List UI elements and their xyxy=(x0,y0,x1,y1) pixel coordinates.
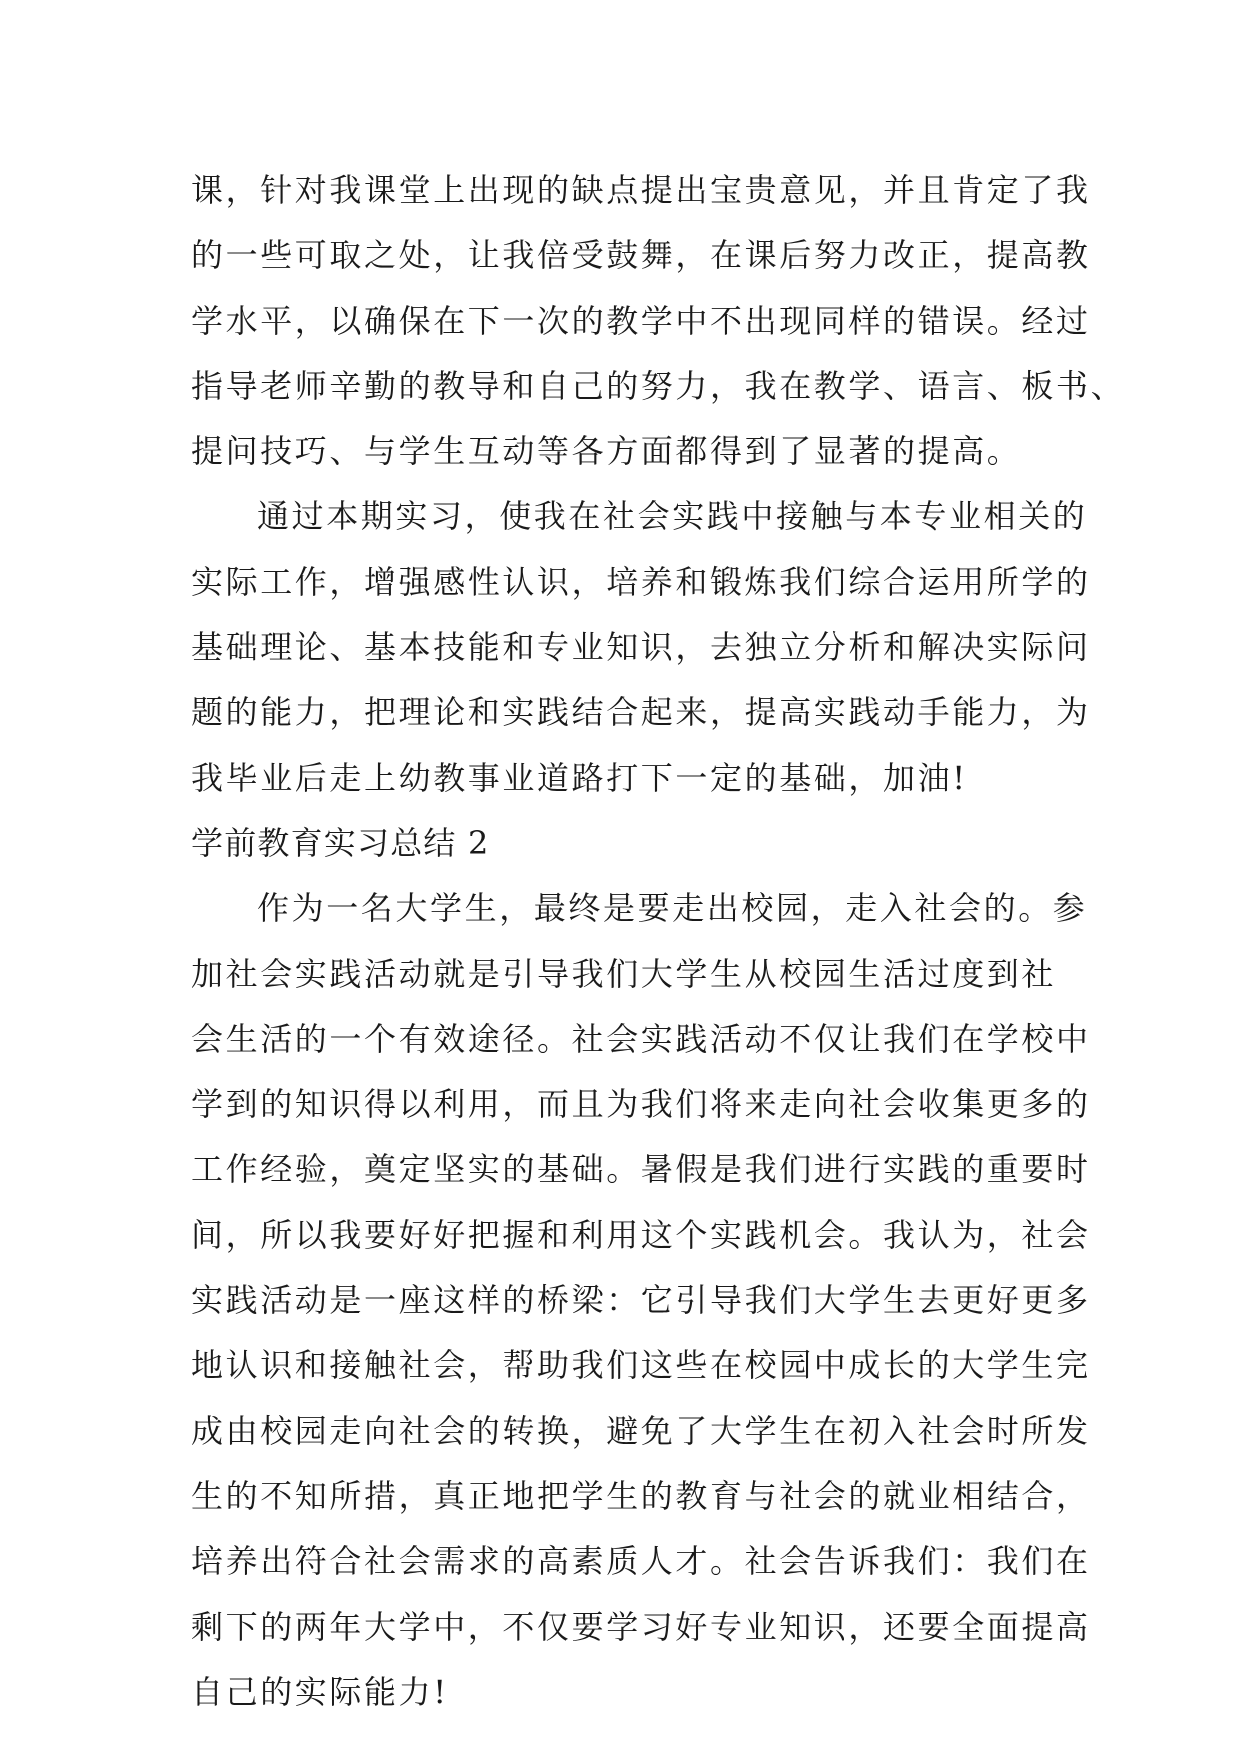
paragraph-continued xyxy=(191,158,1126,484)
text-line: 基础理论、基本技能和专业知识，去独立分析和解决实际问 xyxy=(191,628,1091,667)
text-line: 会生活的一个有效途径。社会实践活动不仅让我们在学校中 xyxy=(191,1019,1091,1058)
text-line: 培养出符合社会需求的高素质人才。社会告诉我们：我们在 xyxy=(191,1542,1091,1581)
text-line: 成由校园走向社会的转换，避免了大学生在初入社会时所发 xyxy=(191,1411,1091,1450)
text-line: 实际工作，增强感性认识，培养和锻炼我们综合运用所学的 xyxy=(191,562,1091,601)
text-line: 题的能力，把理论和实践结合起来，提高实践动手能力，为 xyxy=(191,693,1091,732)
text-line: 学到的知识得以利用，而且为我们将来走向社会收集更多的 xyxy=(191,1085,1091,1124)
document-body xyxy=(191,158,1126,1725)
text-line: 的一些可取之处，让我倍受鼓舞，在课后努力改正，提高教 xyxy=(191,236,1091,275)
text-line: 工作经验，奠定坚实的基础。暑假是我们进行实践的重要时 xyxy=(191,1150,1091,1189)
text-line: 指导老师辛勤的教导和自己的努力，我在教学、语言、板书、 xyxy=(191,366,1126,405)
text-line: 间，所以我要好好把握和利用这个实践机会。我认为，社会 xyxy=(191,1215,1091,1254)
text-line: 地认识和接触社会，帮助我们这些在校园中成长的大学生完 xyxy=(191,1346,1091,1385)
text-line: 自己的实际能力! xyxy=(191,1672,449,1711)
text-line: 生的不知所措，真正地把学生的教育与社会的就业相结合， xyxy=(191,1476,1091,1515)
paragraph-internship-summary xyxy=(191,484,1091,810)
text-line: 课，针对我课堂上出现的缺点提出宝贵意见，并且肯定了我 xyxy=(191,171,1091,209)
text-line: 加社会实践活动就是引导我们大学生从校园生活过度到社 xyxy=(191,954,1057,993)
text-line: 我毕业后走上幼教事业道路打下一定的基础，加油! xyxy=(191,758,968,797)
text-line: 剩下的两年大学中，不仅要学习好专业知识，还要全面提高 xyxy=(191,1607,1091,1646)
text-line: 通过本期实习，使我在社会实践中接触与本专业相关的 xyxy=(257,497,1088,536)
section-heading: 学前教育实习总结 2 xyxy=(191,823,490,862)
paragraph-social-practice xyxy=(191,876,1091,1725)
text-line: 学水平，以确保在下一次的教学中不出现同样的错误。经过 xyxy=(191,301,1091,340)
text-line: 提问技巧、与学生互动等各方面都得到了显著的提高。 xyxy=(191,432,1022,471)
text-line: 作为一名大学生，最终是要走出校园，走入社会的。参 xyxy=(257,889,1088,928)
text-line: 实践活动是一座这样的桥梁：它引导我们大学生去更好更多 xyxy=(191,1281,1091,1320)
